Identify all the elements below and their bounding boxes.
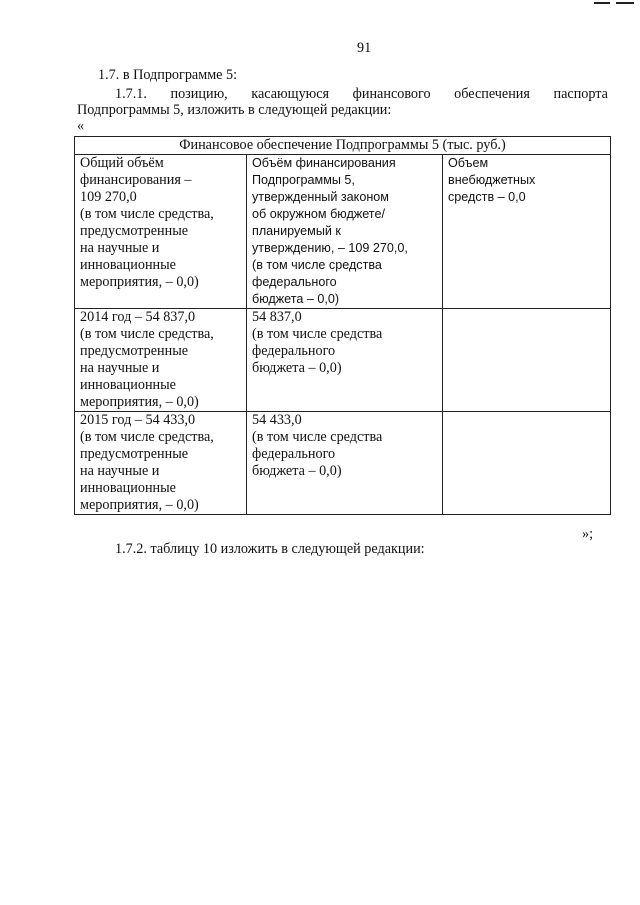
scan-mark [616, 2, 634, 4]
word: паспорта [553, 86, 608, 102]
open-quote: « [77, 118, 85, 134]
page-number: 91 [357, 40, 372, 56]
empty-cell [443, 309, 611, 412]
paragraph-2: 1.7.2. таблицу 10 изложить в следующей редакции: [115, 541, 425, 557]
table-caption: Финансовое обеспечение Подпрограммы 5 (тыс. руб.) [75, 137, 611, 155]
table-row [75, 309, 611, 412]
table-row [75, 155, 611, 309]
section-heading: 1.7. в Подпрограмме 5: [98, 67, 238, 83]
word: позицию, [170, 86, 228, 102]
word: финансового [352, 86, 431, 102]
table-row [75, 412, 611, 515]
year-2014-amount-cell: 54 837,0 (в том числе средства федерального бюджета – 0,0) [247, 309, 443, 412]
approved-financing-cell: Объём финансирования Подпрограммы 5, утвержденный законом об окружном бюджете/ планируемый к утверждению, – 109 270,0, (в том числе средства федерального бюджета – 0,0) [247, 155, 443, 309]
empty-cell [443, 412, 611, 515]
close-quote: »; [582, 526, 594, 542]
word: 1.7.1. [115, 86, 147, 102]
year-2015-cell: 2015 год – 54 433,0 (в том числе средства, предусмотренные на научные и инновационные мероприятия, – 0,0) [75, 412, 247, 515]
total-financing-cell: Общий объём финансирования – 109 270,0 (в том числе средства, предусмотренные на научные и инновационные мероприятия, – 0,0) [75, 155, 247, 309]
extrabudgetary-cell: Объем внебюджетных средств – 0,0 [443, 155, 611, 309]
financing-table [74, 136, 611, 515]
table-caption-row [75, 137, 611, 155]
year-2015-amount-cell: 54 433,0 (в том числе средства федерального бюджета – 0,0) [247, 412, 443, 515]
year-2014-cell: 2014 год – 54 837,0 (в том числе средства, предусмотренные на научные и инновационные мероприятия, – 0,0) [75, 309, 247, 412]
paragraph-1-line-2: Подпрограммы 5, изложить в следующей редакции: [77, 102, 392, 118]
paragraph-1-line-1 [115, 86, 608, 103]
scan-mark [594, 2, 610, 4]
word: касающуюся [251, 86, 330, 102]
word: обеспечения [454, 86, 530, 102]
